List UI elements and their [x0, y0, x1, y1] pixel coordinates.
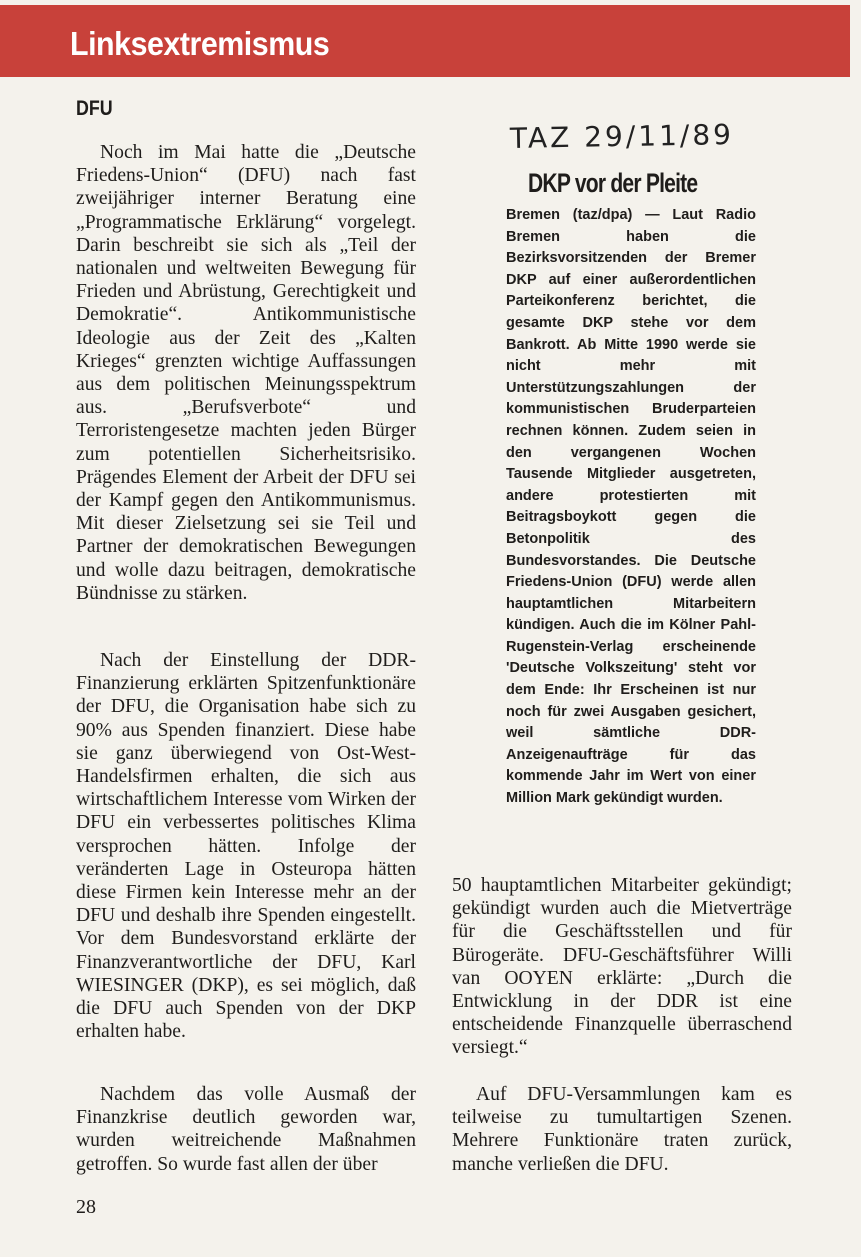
clipping-body: [506, 205, 756, 810]
section-title: DFU: [76, 97, 113, 120]
clipping-headline: DKP vor der Pleite: [528, 168, 698, 198]
clipping-text: Laut Radio Bremen haben die Bezirksvorsitzenden der Bremer DKP auf einer außerordentlichen Parteikonferenz berichtet, die gesamte DKP stehe vor dem Bankrott. Ab Mitte 1990 werde sie nicht mehr mit Unterstützungszahlungen der kommunistischen Bruderparteien rechnen können. Zudem seien in den vergangenen Wochen Tausende Mitglieder ausgetreten, andere protestierten mit Beitragsboykott gegen die Betonpolitik des Bundesvorstandes. Die Deutsche Friedens-Union (DFU) werde allen hauptamtlichen Mitarbeitern kündigen. Auch die im Kölner Pahl-Rugenstein-Verlag erscheinende 'Deutsche Volkszeitung' steht vor dem Ende: Ihr Erscheinen ist nur noch für zwei Ausgaben gesichert, weil sämtliche DDR-Anzeigenaufträge für das kommende Jahr im Wert von einer Million Mark gekündigt wurden.: [506, 207, 756, 807]
paragraph: Auf DFU-Versammlungen kam es teilweise zu tumultartigen Szenen. Mehrere Funktionäre traten zurück, manche verließen die DFU.: [452, 1084, 792, 1175]
paragraph: Nachdem das volle Ausmaß der Finanzkrise deutlich geworden war, wurden weitreichende Maßnahmen getroffen. So wurde fast allen der über: [76, 1084, 416, 1175]
right-column-block-1: [452, 874, 792, 1060]
paragraph: Nach der Einstellung der DDR-Finanzierung erklärten Spitzenfunktionäre der DFU, die Organisation habe sich zu 90% aus Spenden finanziert. Diese habe sie ganz überwiegend von Ost-West-Handelsfirmen erhalten, die sich aus wirtschaftlichem Interesse vom Wirken der DFU ein verbessertes politisches Klima versprochen hätten. Infolge der veränderten Lage in Osteuropa hätten diese Firmen kein Interesse mehr an der DFU und deshalb ihre Spenden eingestellt. Vor dem Bundesvorstand erklärte der Finanzverantwortliche der DFU, Karl WIESINGER (DKP), es sei möglich, daß die DFU auch Spenden von der DKP erhalten habe.: [76, 650, 416, 1043]
right-column-block-2: [452, 1083, 792, 1176]
paragraph: 50 hauptamtlichen Mitarbeiter gekündigt; gekündigt wurden auch die Mietverträge für die Geschäftsstellen und für Bürogeräte. DFU-Geschäftsführer Willi van OOYEN erklärte: „Durch die Entwicklung in der DDR ist eine entscheidende Finanzquelle überraschend versiegt.“: [452, 875, 792, 1059]
handwritten-note: TAZ 29/11/89: [509, 118, 735, 155]
clipping-dateline: Bremen (taz/dpa) —: [506, 207, 660, 223]
left-column-block-2: [76, 649, 416, 1043]
paragraph: Noch im Mai hatte die „Deutsche Friedens-Union“ (DFU) nach fast zweijähriger interner Beratung eine „Programmatische Erklärung“ vorgelegt. Darin beschreibt sie sich als „Teil der nationalen und weltweiten Bewegung für Frieden und Abrüstung, Gerechtigkeit und Demokratie“. Antikommunistische Ideologie aus der Zeit des „Kalten Krieges“ grenzten wichtige Auffassungen aus dem politischen Meinungsspektrum aus. „Berufsverbote“ und Terroristengesetze machten jeden Bürger zum potentiellen Sicherheitsrisiko. Prägendes Element der Arbeit der DFU sei der Kampf gegen den Antikommunismus. Mit dieser Zielsetzung sei sie Teil und Partner der demokratischen Bewegungen und wolle dazu beitragen, demokratische Bündnisse zu stärken.: [76, 142, 416, 604]
left-column-block-3: [76, 1083, 416, 1176]
left-column-block-1: [76, 141, 416, 605]
page-number: 28: [76, 1196, 96, 1218]
header-band: [0, 5, 850, 77]
newspaper-clipping: [498, 112, 758, 807]
header-title: Linksextremismus: [70, 25, 330, 62]
